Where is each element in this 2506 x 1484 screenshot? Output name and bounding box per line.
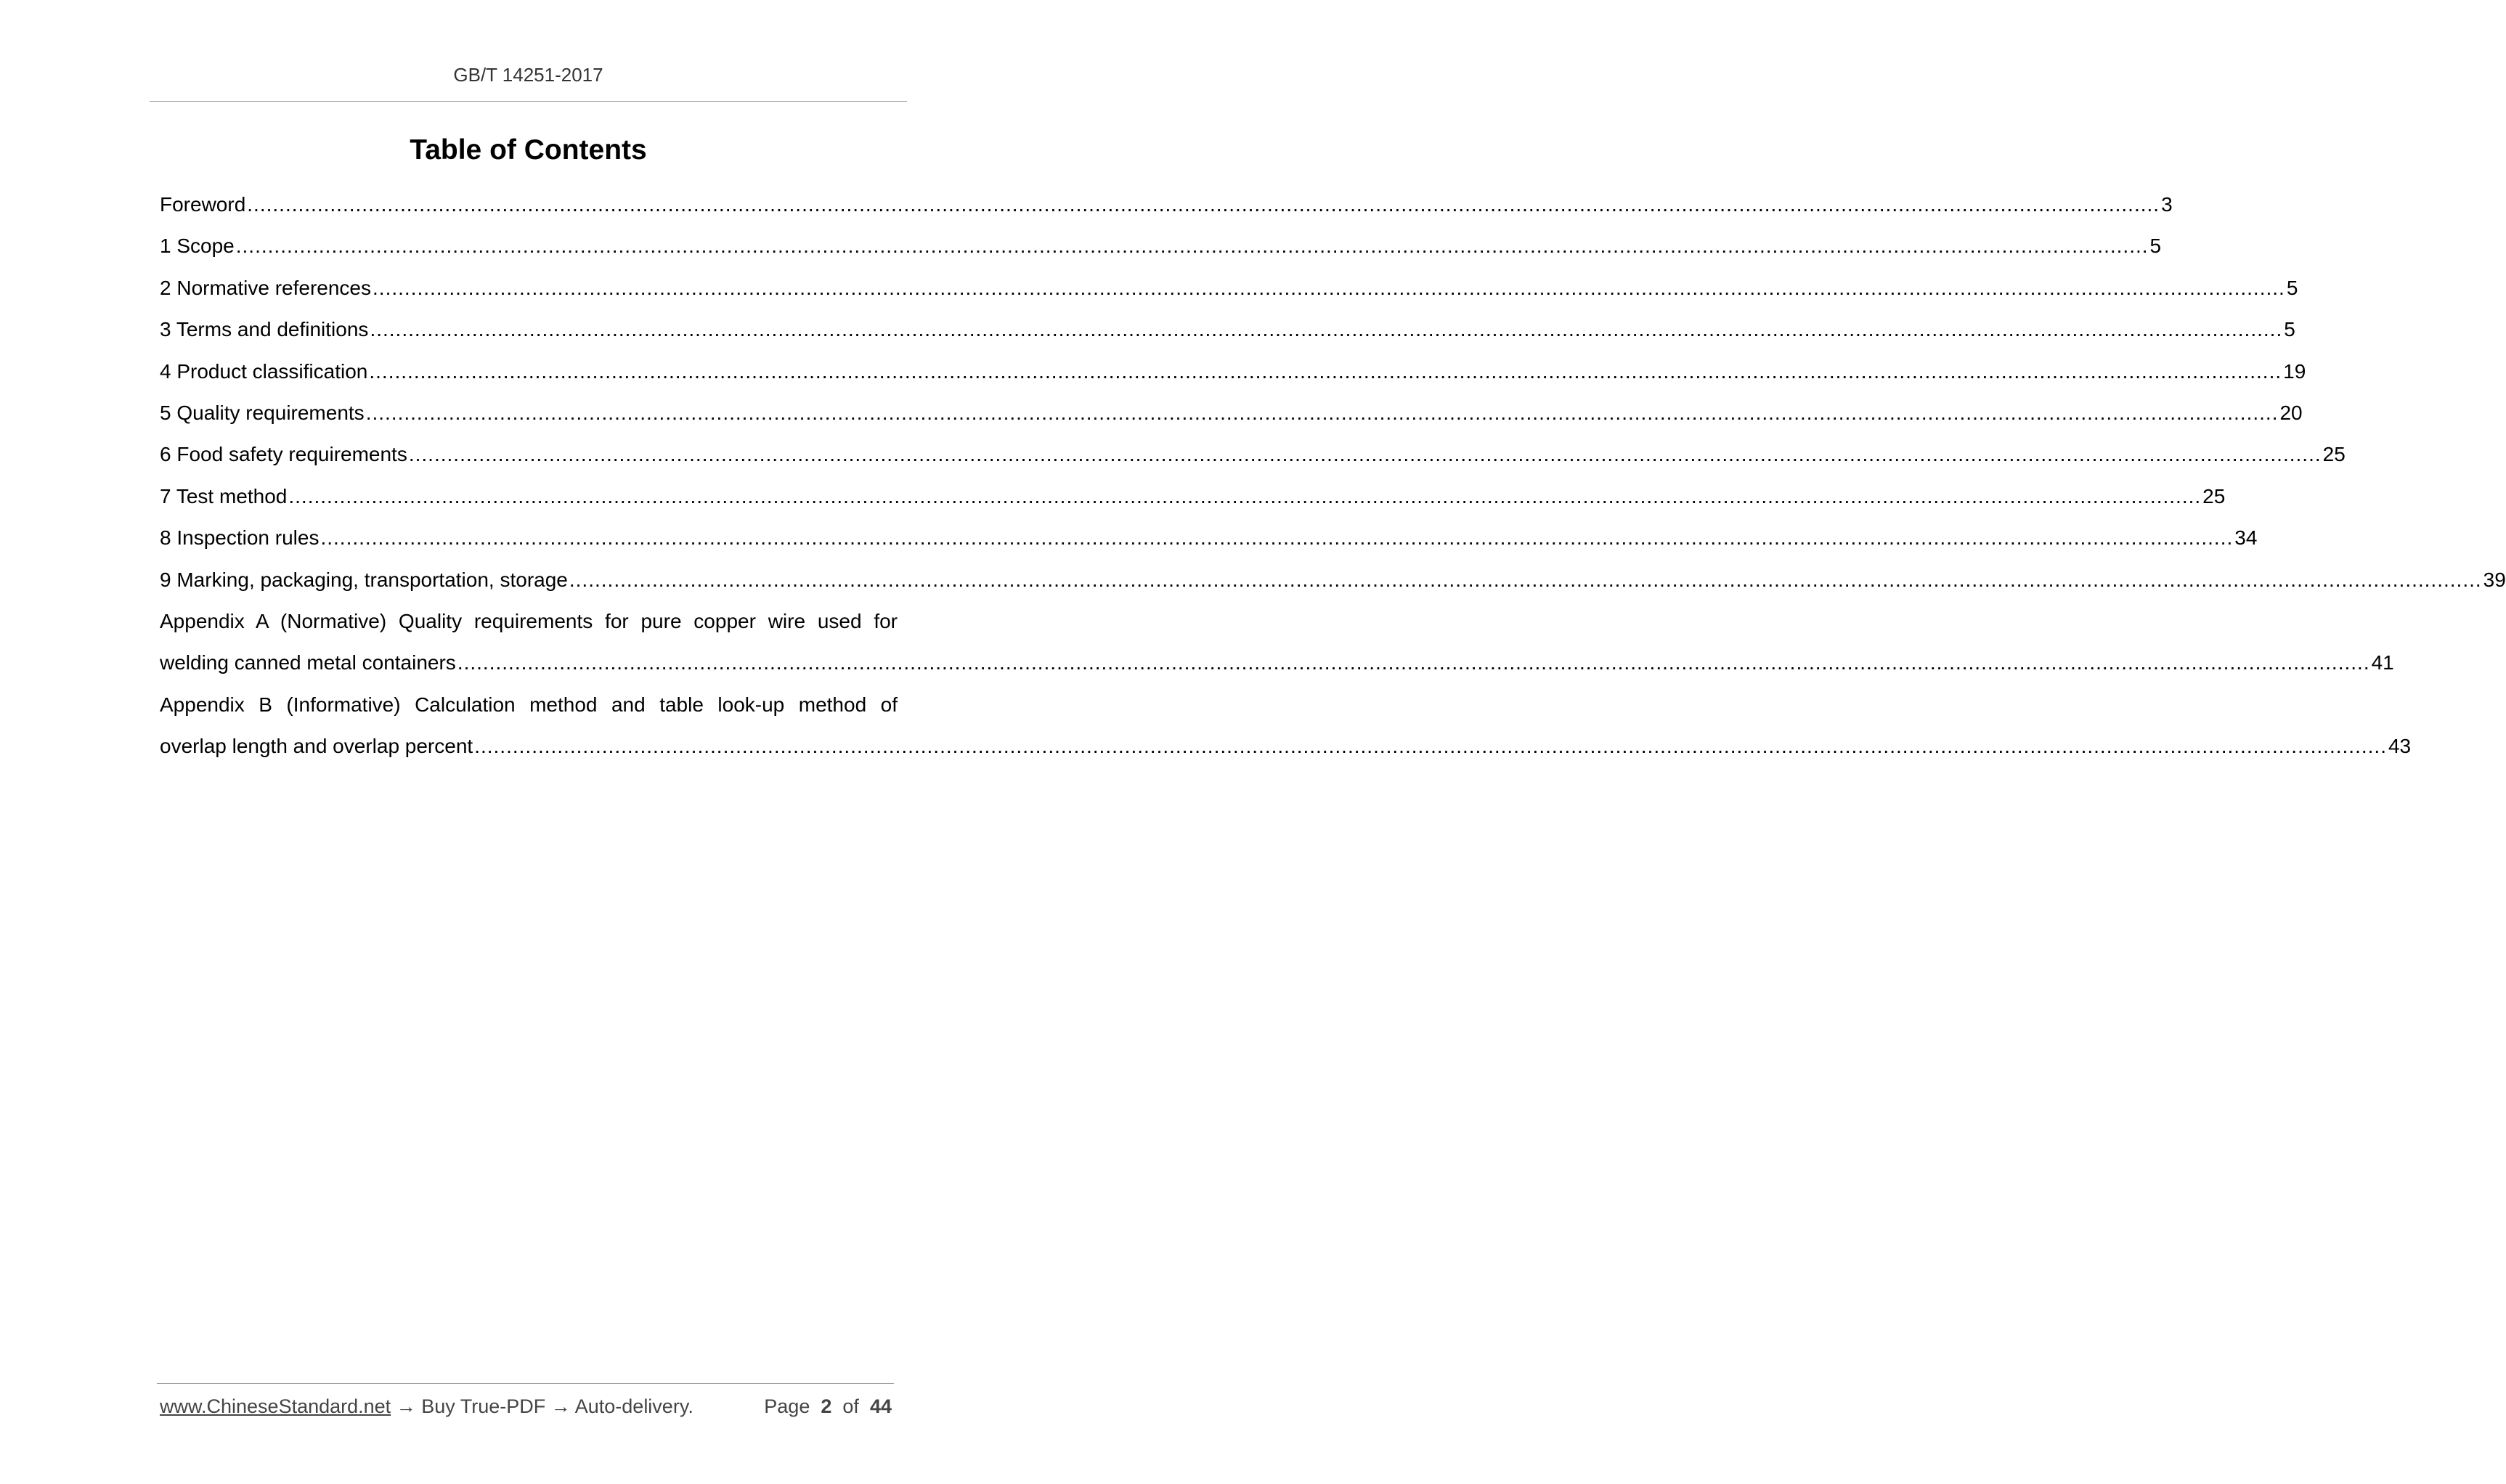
toc-entry[interactable] bbox=[160, 309, 2295, 350]
toc-entry-appendix-a[interactable] bbox=[160, 600, 2394, 684]
promo-text: → Buy True-PDF → Auto-delivery. bbox=[391, 1395, 693, 1417]
toc-entry-label: 2 Normative references bbox=[160, 276, 372, 299]
toc-entry[interactable] bbox=[160, 392, 2303, 433]
total-pages-number: 44 bbox=[869, 1395, 892, 1417]
toc-entry-label: 3 Terms and definitions bbox=[160, 318, 369, 341]
toc-entry-label-line1: Appendix A (Normative) Quality requirements for pure copper wire used for bbox=[160, 609, 898, 632]
toc-leader-dots: ............................................................................................................................................................................................................................................................................................................ bbox=[370, 318, 2283, 341]
toc-leader-dots: ............................................................................................................................................................................................................................................................................................................ bbox=[320, 526, 2234, 550]
toc-entry-page: 41 bbox=[2371, 651, 2394, 674]
page-word: Page bbox=[764, 1395, 810, 1417]
page-indicator bbox=[764, 1395, 892, 1418]
footer-promo bbox=[160, 1395, 693, 1418]
toc-entry[interactable] bbox=[160, 267, 2298, 309]
toc-entry-label-line2: welding canned metal containers bbox=[160, 651, 456, 674]
toc-entry-label: 6 Food safety requirements bbox=[160, 443, 407, 466]
document-code-header: GB/T 14251-2017 bbox=[453, 64, 603, 86]
toc-entry[interactable] bbox=[160, 351, 2306, 392]
toc-entry-label: 1 Scope bbox=[160, 235, 235, 258]
toc-entry-label-line1: Appendix B (Informative) Calculation method and table look-up method of bbox=[160, 693, 898, 716]
footer-divider bbox=[157, 1383, 894, 1384]
toc-entry-page: 19 bbox=[2283, 359, 2306, 383]
toc-leader-dots: ............................................................................................................................................................................................................................................................................................................ bbox=[373, 276, 2285, 299]
current-page-number: 2 bbox=[821, 1395, 832, 1417]
toc-entry[interactable] bbox=[160, 559, 2506, 600]
toc-entry[interactable] bbox=[160, 225, 2162, 266]
toc-entry[interactable] bbox=[160, 476, 2226, 517]
toc-leader-dots: ............................................................................................................................................................................................................................................................................................................ bbox=[365, 401, 2279, 424]
toc-entry-page: 34 bbox=[2234, 526, 2258, 550]
of-word: of bbox=[842, 1395, 859, 1417]
toc-leader-dots: ............................................................................................................................................................................................................................................................................................................ bbox=[569, 568, 2482, 591]
toc-entry-label-line2: overlap length and overlap percent bbox=[160, 735, 473, 758]
toc-leader-dots: ............................................................................................................................................................................................................................................................................................................ bbox=[288, 484, 2202, 507]
toc-entry-page: 25 bbox=[2322, 443, 2346, 466]
toc-entry-appendix-b[interactable] bbox=[160, 684, 2412, 767]
page-title: Table of Contents bbox=[410, 134, 647, 166]
toc-entry-label: 5 Quality requirements bbox=[160, 401, 365, 424]
toc-entry[interactable] bbox=[160, 184, 2173, 225]
toc-leader-dots: ............................................................................................................................................................................................................................................................................................................ bbox=[247, 193, 2160, 216]
toc-entry-page: 25 bbox=[2202, 484, 2226, 507]
toc-entry-page: 43 bbox=[2388, 735, 2412, 758]
toc-entry-page: 5 bbox=[2284, 318, 2295, 341]
toc-entry-label: 9 Marking, packaging, transportation, storage bbox=[160, 568, 568, 591]
toc-entry-label: 4 Product classification bbox=[160, 359, 368, 383]
header-divider bbox=[150, 101, 907, 102]
toc-entry-page: 5 bbox=[2149, 235, 2162, 258]
toc-entry-label: 8 Inspection rules bbox=[160, 526, 320, 550]
toc-entry[interactable] bbox=[160, 517, 2258, 558]
toc-entry-page: 5 bbox=[2286, 276, 2298, 299]
toc-entry-label: Foreword bbox=[160, 193, 246, 216]
toc-entry-page: 20 bbox=[2279, 401, 2303, 424]
toc-entry-page: 39 bbox=[2483, 568, 2506, 591]
toc-entry-label: 7 Test method bbox=[160, 484, 288, 507]
website-link[interactable]: www.ChineseStandard.net bbox=[160, 1395, 391, 1417]
toc-leader-dots: ............................................................................................................................................................................................................................................................................................................ bbox=[369, 359, 2282, 383]
toc-leader-dots: ............................................................................................................................................................................................................................................................................................................ bbox=[474, 735, 2387, 758]
toc-entry-page: 3 bbox=[2161, 193, 2173, 216]
toc-leader-dots: ............................................................................................................................................................................................................................................................................................................ bbox=[457, 651, 2370, 674]
table-of-contents bbox=[160, 184, 2506, 767]
toc-leader-dots: ............................................................................................................................................................................................................................................................................................................ bbox=[235, 235, 2149, 258]
page-footer bbox=[160, 1395, 892, 1418]
toc-leader-dots: ............................................................................................................................................................................................................................................................................................................ bbox=[408, 443, 2322, 466]
toc-entry[interactable] bbox=[160, 433, 2346, 475]
